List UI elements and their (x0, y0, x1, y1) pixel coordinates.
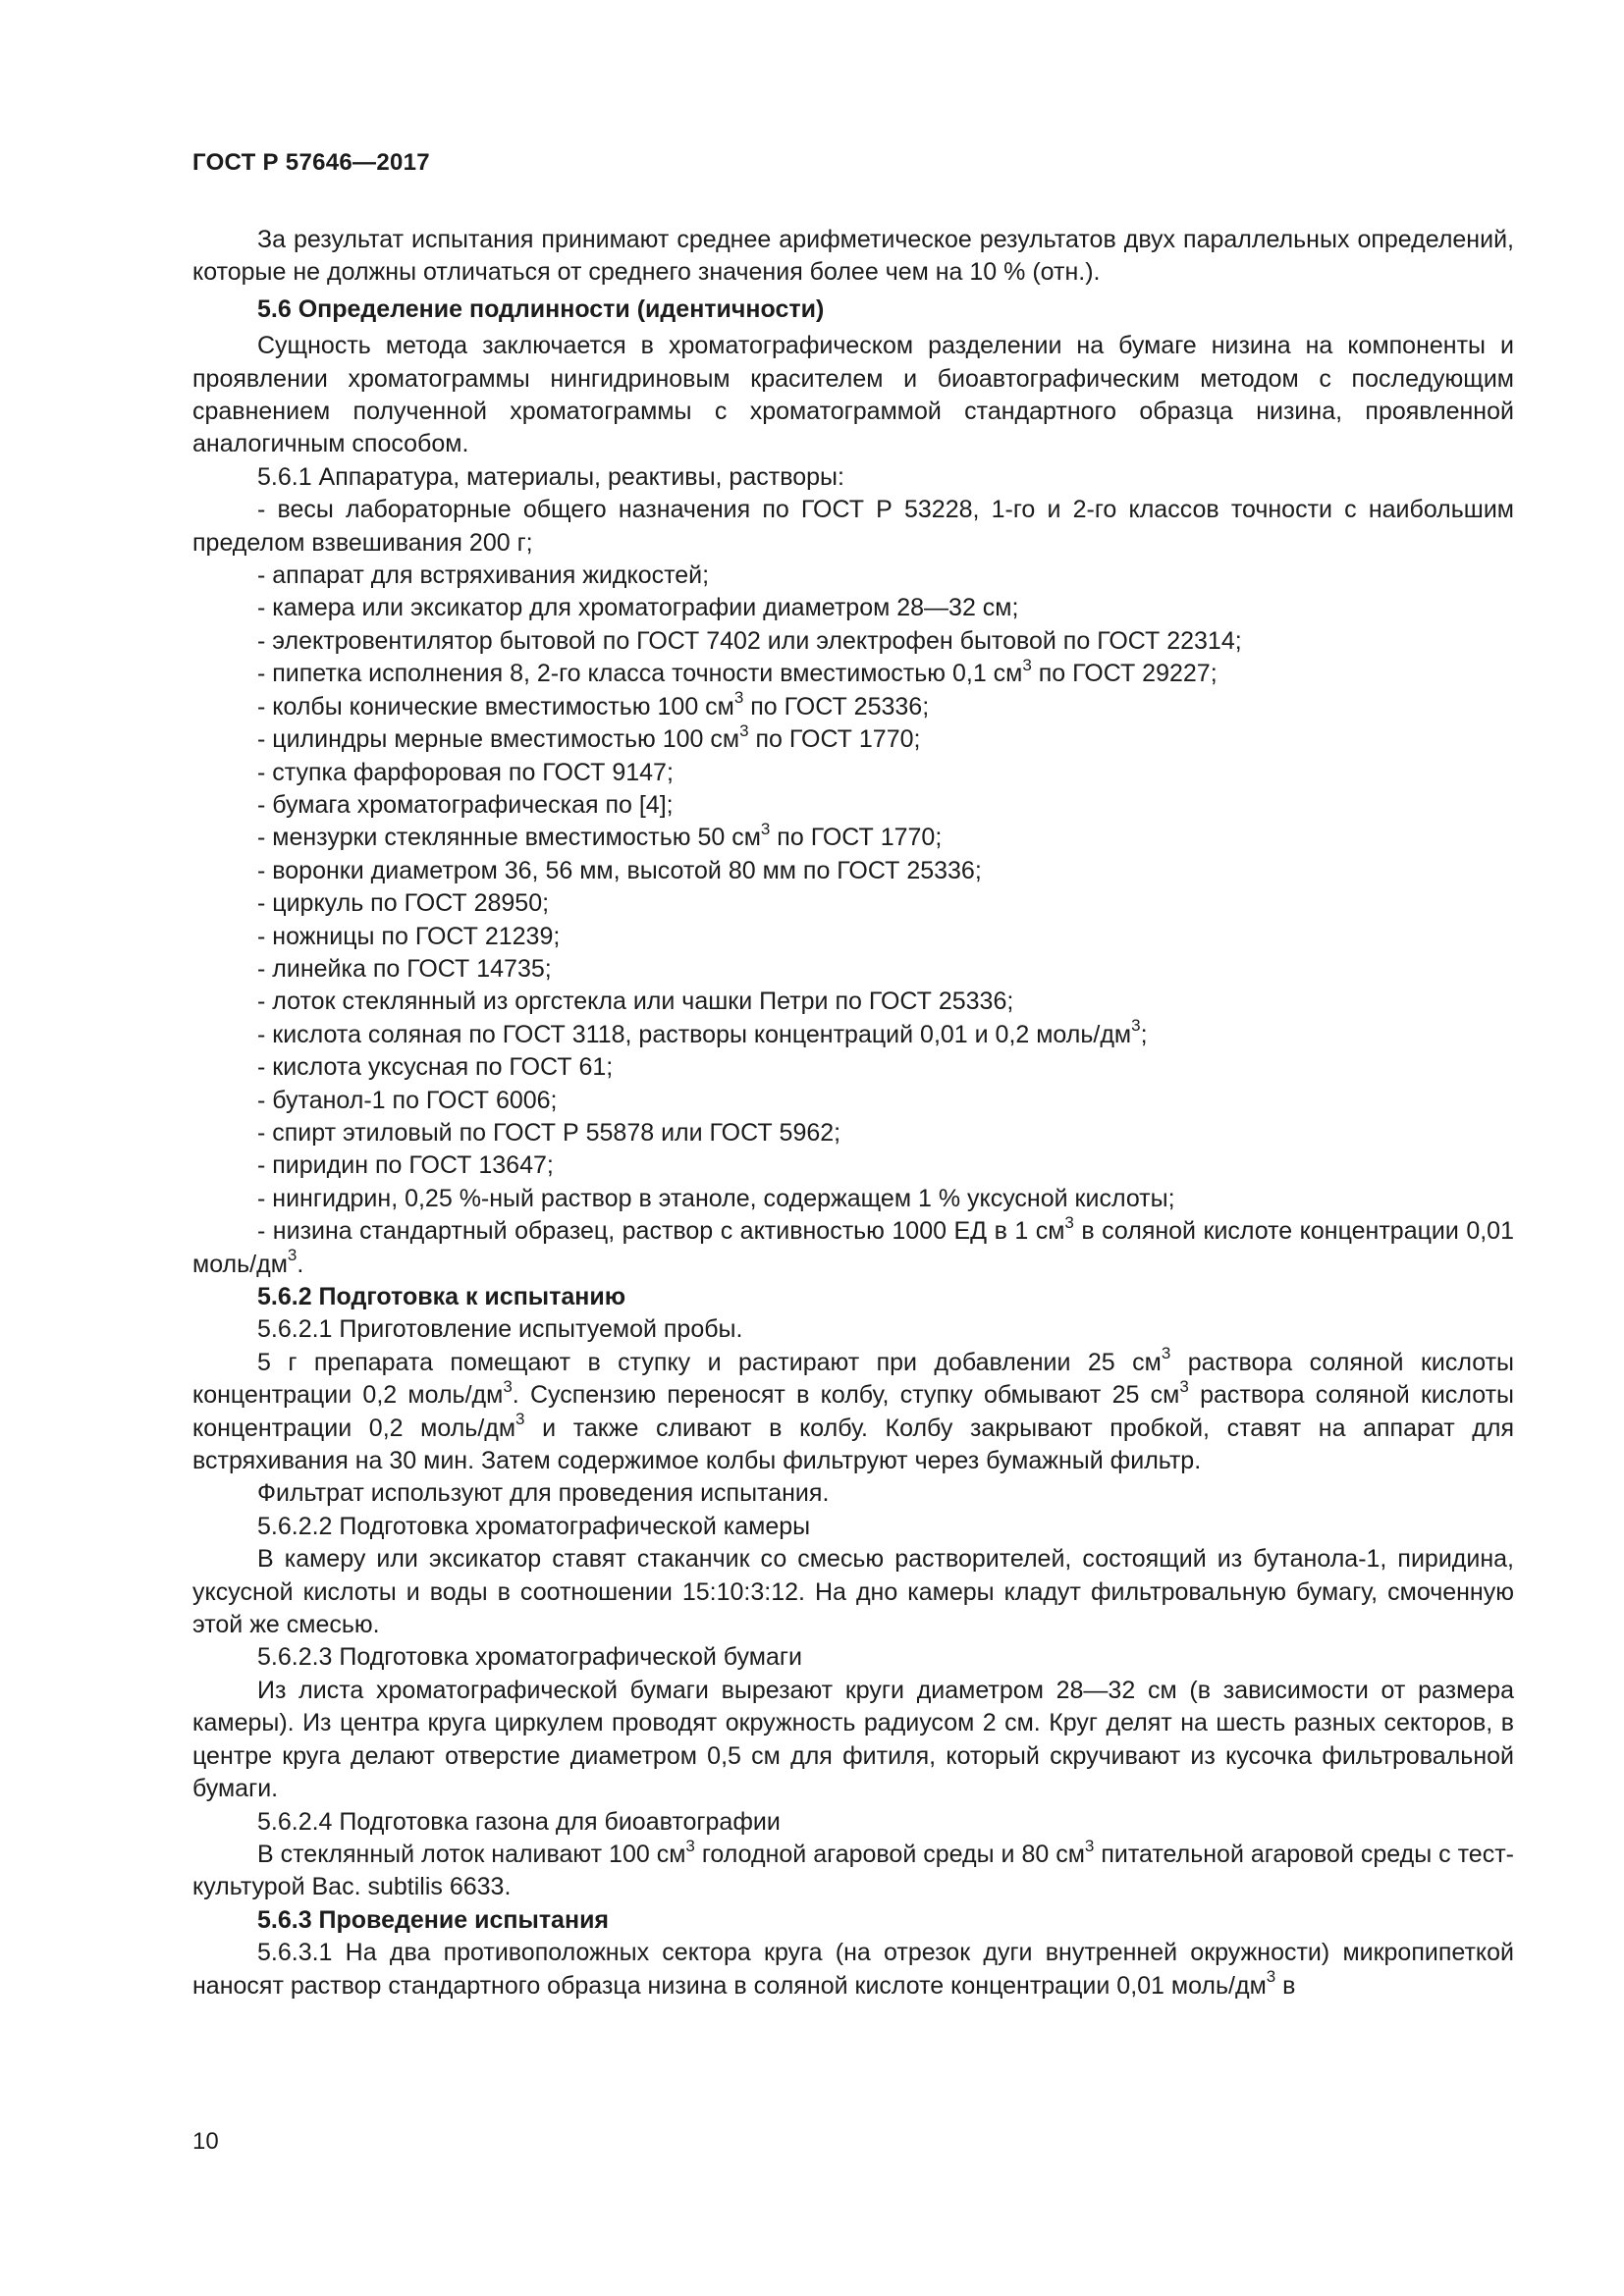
list-item: - ножницы по ГОСТ 21239; (257, 922, 561, 950)
section-5-6-2-3-heading: 5.6.2.3 Подготовка хроматографической бумаги (257, 1643, 802, 1672)
chamber-preparation-paragraph: В камеру или эксикатор ставят стаканчик со смесью растворителей, состоящий из бутанола-1, пиридина, уксусной кислоты и воды в соотношении 15:10:3:12. На дно камеры кладут фильтровальную бумагу, смоченную этой же смесью. (192, 1545, 1514, 1639)
document-body (192, 224, 1514, 2002)
section-5-6-2-4-heading: 5.6.2.4 Подготовка газона для биоавтографии (257, 1807, 781, 1836)
list-item: - пиридин по ГОСТ 13647; (257, 1151, 554, 1180)
list-item: - кислота уксусная по ГОСТ 61; (257, 1053, 614, 1082)
list-item: - камера или эксикатор для хроматографии диаметром 28—32 см; (257, 594, 1019, 622)
list-item: - ступка фарфоровая по ГОСТ 9147; (257, 758, 674, 786)
list-item: - воронки диаметром 36, 56 мм, высотой 80 мм по ГОСТ 25336; (257, 856, 982, 884)
section-5-6-3-heading: 5.6.3 Проведение испытания (257, 1905, 610, 1934)
sample-preparation-paragraph: 5 г препарата помещают в ступку и растирают при добавлении 25 $см^3$ раствора соляной кислоты концентрации 0,2 моль/$дм^3$. Суспензию переносят в колбу, ступку обмывают 25 $см^3$ раствора соляной кислоты концентрации 0,2 моль/$дм^3$ и также сливают в колбу. Колбу закрывают пробкой, ставят на аппарат для встряхивания на 30 мин. Затем содержимое колбы фильтруют через бумажный фильтр. (192, 1344, 1515, 1475)
test-procedure-paragraph: 5.6.3.1 На два противоположных сектора круга (на отрезок дуги внутренней окружности) микропипеткой наносят раствор стандартного образца низина в соляной кислоте концентрации 0,01 моль/$дм^3$ в (192, 1939, 1514, 2000)
list-item: - бутанол-1 по ГОСТ 6006; (257, 1086, 558, 1114)
list-item: - пипетка исполнения 8, 2-го класса точности вместимостью 0,1 $см^3$ по ГОСТ 29227; (257, 655, 1218, 688)
list-item: - лоток стеклянный из оргстекла или чашки Петри по ГОСТ 25336; (257, 988, 1014, 1016)
section-5-6-1-heading: 5.6.1 Аппаратура, материалы, реактивы, растворы: (257, 462, 844, 491)
list-item: - цилиндры мерные вместимостью 100 $см^3$ по ГОСТ 1770; (257, 721, 921, 754)
intro-paragraph: За результат испытания принимают среднее арифметическое результатов двух параллельных определений, которые не должны отличаться от среднего значения более чем на 10 % (отн.). (192, 226, 1514, 287)
list-item: - мензурки стеклянные вместимостью 50 $см^3$ по ГОСТ 1770; (257, 819, 943, 852)
list-item: - бумага хроматографическая по [4]; (257, 790, 674, 819)
page-number: 10 (192, 2128, 219, 2155)
list-item: - аппарат для встряхивания жидкостей; (257, 561, 710, 590)
lawn-preparation-paragraph: В стеклянный лоток наливают 100 $см^3$ голодной агаровой среды и 80 $см^3$ питательной агаровой среды с тест-культурой Bac. subtilis 6633. (192, 1836, 1514, 1901)
list-item: - циркуль по ГОСТ 28950; (257, 889, 550, 918)
list-item: - линейка по ГОСТ 14735; (257, 954, 552, 983)
section-5-6-2-1-heading: 5.6.2.1 Приготовление испытуемой пробы. (257, 1315, 743, 1344)
filtrate-paragraph: Фильтрат используют для проведения испытания. (257, 1479, 830, 1508)
list-item: - электровентилятор бытовой по ГОСТ 7402 или электрофен бытовой по ГОСТ 22314; (257, 626, 1242, 655)
list-item: - весы лабораторные общего назначения по ГОСТ Р 53228, 1-го и 2-го классов точности с наибольшим пределом взвешивания 200 г; (192, 496, 1514, 557)
section-5-6-2-2-heading: 5.6.2.2 Подготовка хроматографической камеры (257, 1512, 811, 1540)
list-item: - низина стандартный образец, раствор с активностью 1000 ЕД в 1 $см^3$ в соляной кислоте концентрации 0,01 моль/$дм^3$. (192, 1212, 1514, 1278)
section-5-6-heading: 5.6 Определение подлинности (идентичности) (257, 294, 825, 323)
method-essence-paragraph: Сущность метода заключается в хроматографическом разделении на бумаге низина на компоненты и проявлении хроматограммы нингидриновым красителем и биоавтографическим методом с последующим сравнением полученной хроматограммы с хроматограммой стандартного образца низина, проявленной аналогичным способом. (192, 332, 1514, 458)
list-item: - колбы конические вместимостью 100 $см^3$ по ГОСТ 25336; (257, 688, 930, 721)
section-5-6-2-heading: 5.6.2 Подготовка к испытанию (257, 1283, 626, 1310)
list-item: - нингидрин, 0,25 %-ный раствор в этаноле, содержащем 1 % уксусной кислоты; (257, 1184, 1175, 1212)
document-header: ГОСТ Р 57646—2017 (192, 149, 430, 176)
list-item: - кислота соляная по ГОСТ 3118, растворы концентраций 0,01 и 0,2 моль/$дм^3$; (257, 1016, 1148, 1048)
list-item: - спирт этиловый по ГОСТ Р 55878 или ГОСТ 5962; (257, 1118, 841, 1147)
paper-preparation-paragraph: Из листа хроматографической бумаги вырезают круги диаметром 28—32 см (в зависимости от размера камеры). Из центра круга циркулем проводят окружность радиусом 2 см. Круг делят на шесть разных секторов, в центре круга делают отверстие диаметром 0,5 см для фитиля, который скручивают из кусочка фильтровальной бумаги. (192, 1676, 1514, 1803)
